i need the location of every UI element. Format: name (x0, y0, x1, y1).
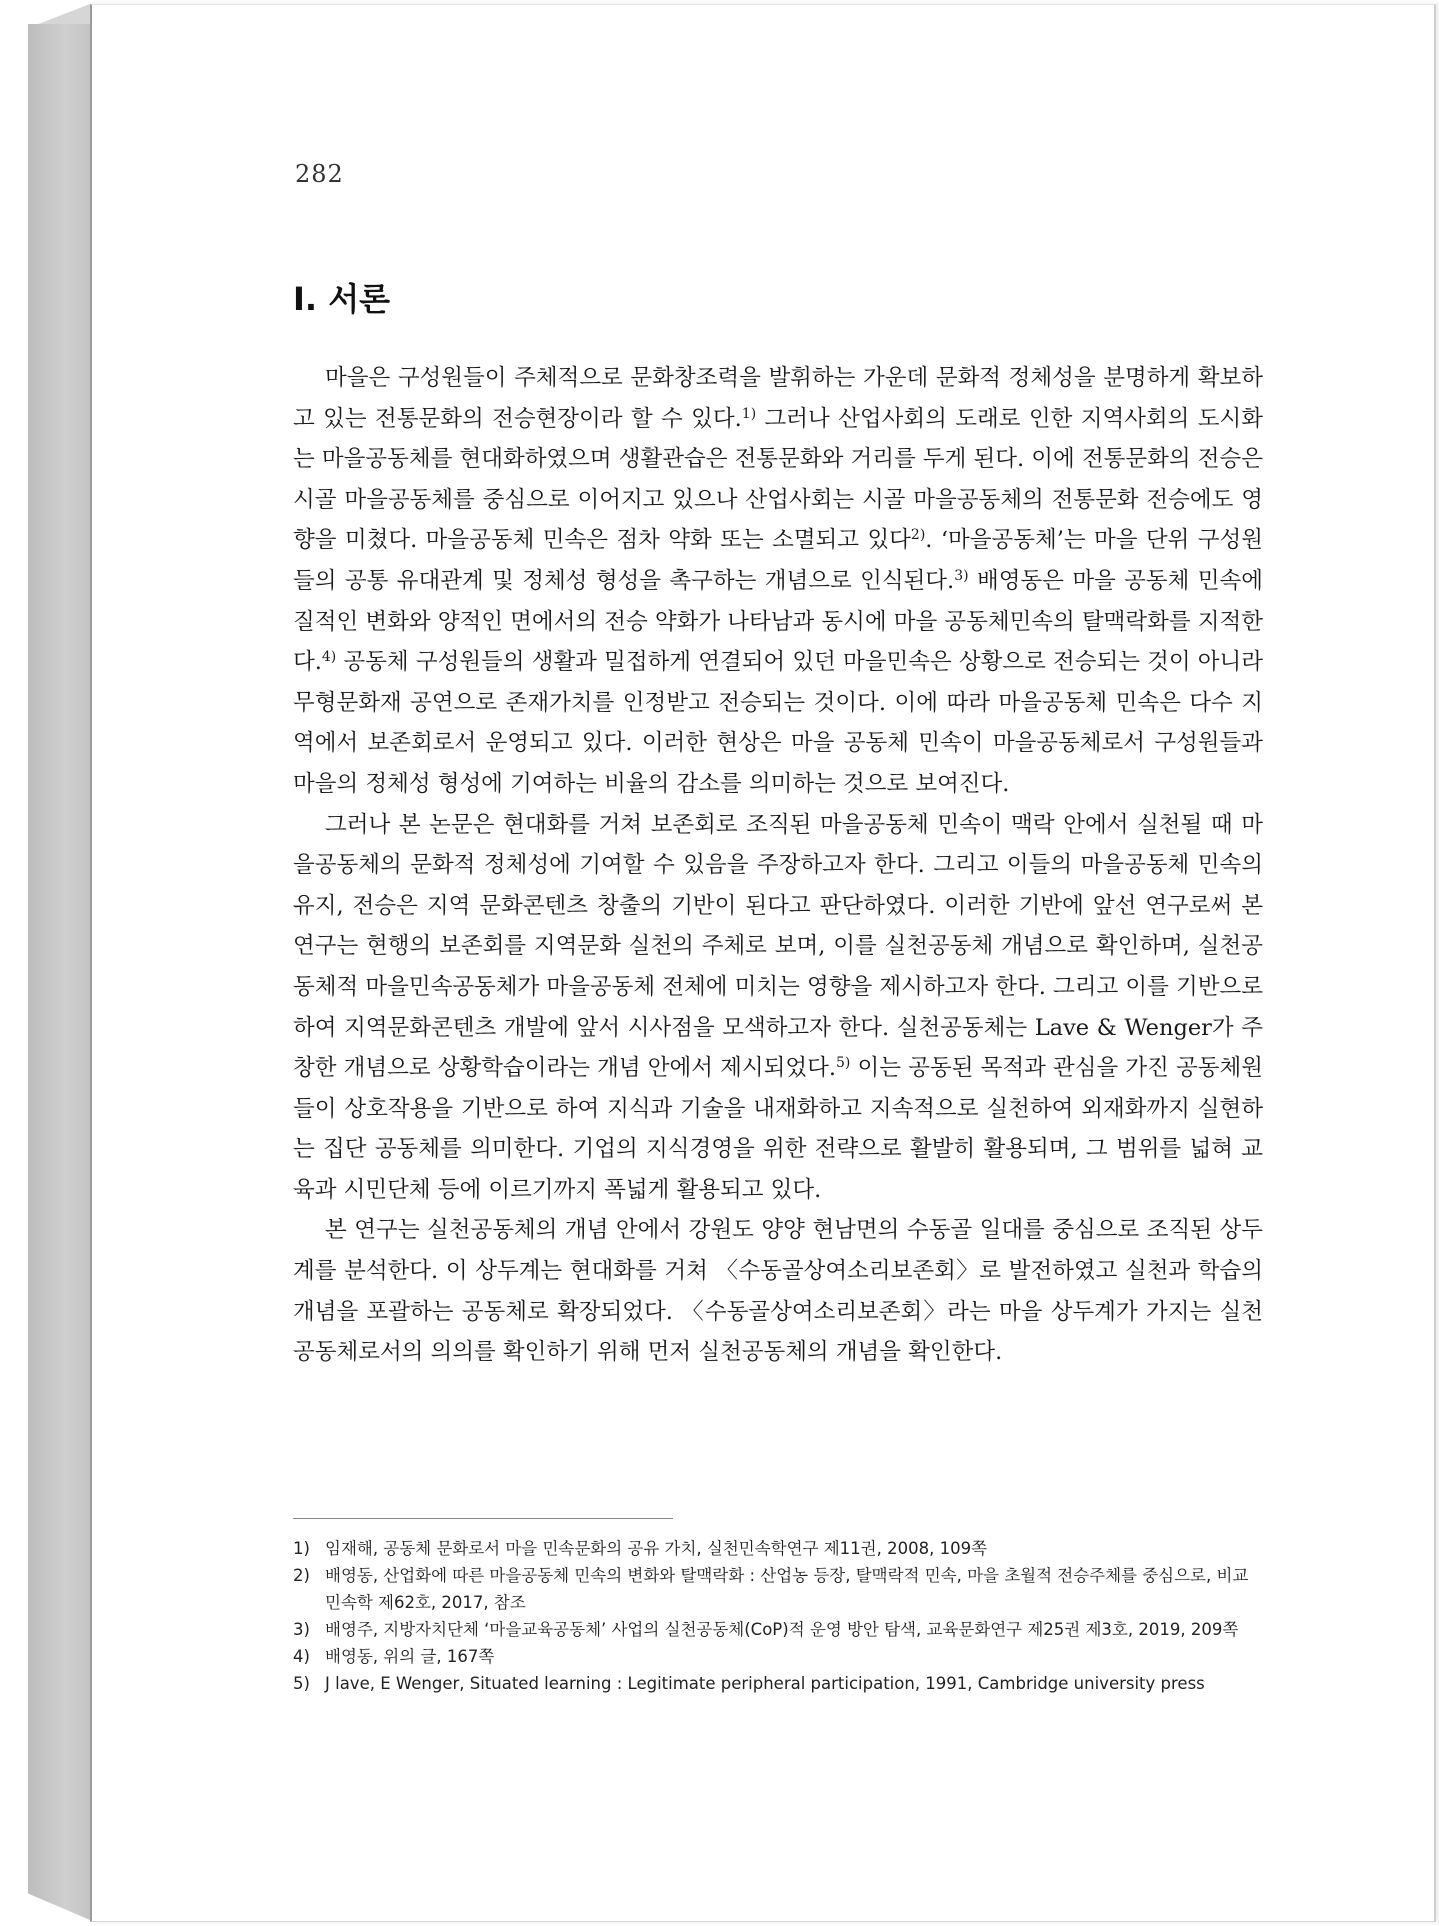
footnote-number: 2) (293, 1566, 310, 1585)
paragraph-text: 마을은 구성원들이 주체적으로 문화창조력을 발휘하는 가운데 문화적 정체성을 분명하게 확보하고 있는 전통문화의 전승현장이라 할 수 있다. (293, 365, 1263, 432)
footnote-text: 배영동, 위의 글, 167쪽 (325, 1647, 495, 1666)
footnote-text: 배영주, 지방자치단체 ‘마을교육공동체’ 사업의 실천공동체(CoP)적 운영 방안 탐색, 교육문화연구 제25권 제3호, 2019, 209쪽 (325, 1620, 1239, 1639)
footnote-divider (293, 1518, 673, 1519)
book-spine (28, 24, 90, 1920)
footnote-text: 배영동, 산업화에 따른 마을공동체 민속의 변화와 탈맥락화 : 산업농 등장, 탈맥락적 민속, 마을 초월적 전승주체를 중심으로, 비교민속학 제62호, 2017, 참조 (325, 1566, 1249, 1612)
paragraph-text: 배영동은 마을 공동체 민속에 질적인 변화와 양적인 면에서의 전승 약화가 나타남과 동시에 마을 공동체민속의 탈맥락화를 지적한다. (293, 567, 1263, 676)
paragraph-text: 그러나 본 논문은 현대화를 거쳐 보존회로 조직된 마을공동체 민속이 맥락 안에서 실천될 때 마을공동체의 문화적 정체성에 기여할 수 있음을 주장하고자 한다. 그리고 이들의 마을공동체 민속의 유지, 전승은 지역 문화콘텐츠 창출의 기반이 된다고 판단하였다. 이러한 기반에 앞선 연구로써 본 연구는 현행의 보존회를 지역문화 실천의 주체로 보며, 이를 실천공동체 개념으로 확인하며, 실천공동체적 마을민속공동체가 마을공동체 전체에 미치는 영향을 제시하고자 한다. 그리고 이를 기반으로 하여 지역문화콘텐츠 개발에 앞서 시사점을 모색하고자 한다. 실천공동체는 Lave & Wenger가 주창한 개념으로 상황학습이라는 개념 안에서 제시되었다. (293, 811, 1263, 1082)
footnote-number: 5) (293, 1674, 310, 1693)
footnote-text: J lave, E Wenger, Situated learning : Legitimate peripheral participation, 1991, Cambridge university press (325, 1674, 1205, 1693)
footnote-2 (293, 1562, 1263, 1616)
paragraph-2 (293, 805, 1263, 1211)
footnote-ref-5: 5) (836, 1055, 851, 1072)
footnote-number: 1) (293, 1539, 310, 1558)
paragraph-text: 그러나 산업사회의 도래로 인한 지역사회의 도시화는 마을공동체를 현대화하였으며 생활관습은 전통문화와 거리를 두게 된다. 이에 전통문화의 전승은 시골 마을공동체를 중심으로 이어지고 있으나 산업사회는 시골 마을공동체의 전통문화 전승에도 영향을 미쳤다. 마을공동체 민속은 점차 약화 또는 소멸되고 있다 (293, 405, 1263, 554)
paragraph-text: . ‘마을공동체’는 마을 단위 구성원들의 공통 유대관계 및 정체성 형성을 촉구하는 개념으로 인식된다. (293, 527, 1264, 594)
paragraph-text: 공동체 구성원들의 생활과 밀접하게 연결되어 있던 마을민속은 상황으로 전승되는 것이 아니라 무형문화재 공연으로 존재가치를 인정받고 전승되는 것이다. 이에 따라 마을공동체 민속은 다수 지역에서 보존회로서 운영되고 있다. 이러한 현상은 마을 공동체 민속이 마을공동체로서 구성원들과 마을의 정체성 형성에 기여하는 비율의 감소를 의미하는 것으로 보여진다. (293, 649, 1263, 797)
footnote-ref-1: 1) (741, 405, 757, 422)
footnote-3 (293, 1616, 1263, 1643)
paragraph-text: 이는 공동된 목적과 관심을 가진 공동체원들이 상호작용을 기반으로 하여 지식과 기술을 내재화하고 지속적으로 실천하여 외재화까지 실현하는 집단 공동체를 의미한다. 기업의 지식경영을 위한 전략으로 활발히 활용되며, 그 범위를 넓혀 교육과 시민단체 등에 이르기까지 폭넓게 활용되고 있다. (293, 1055, 1263, 1203)
footnote-1 (293, 1535, 1263, 1562)
paragraph-3 (293, 1210, 1263, 1372)
page-number: 282 (295, 160, 344, 188)
paragraph-1 (293, 358, 1263, 805)
footnote-text: 임재해, 공동체 문화로서 마을 민속문화의 공유 가치, 실천민속학연구 제11권, 2008, 109쪽 (325, 1539, 988, 1558)
footnote-ref-3: 3) (954, 567, 969, 584)
footnote-ref-2: 2) (910, 527, 926, 544)
section-title: Ⅰ. 서론 (293, 280, 391, 318)
body-text (293, 358, 1263, 1373)
footnote-5 (293, 1670, 1263, 1697)
footnote-number: 4) (293, 1647, 310, 1666)
footnotes (293, 1535, 1263, 1697)
footnote-ref-4: 4) (321, 649, 337, 666)
paragraph-text: 본 연구는 실천공동체의 개념 안에서 강원도 양양 현남면의 수동골 일대를 중심으로 조직된 상두계를 분석한다. 이 상두계는 현대화를 거쳐 〈수동골상여소리보존회〉로 발전하였고 실천과 학습의 개념을 포괄하는 공동체로 확장되었다. 〈수동골상여소리보존회〉라는 마을 상두계가 가지는 실천공동체로서의 의의를 확인하기 위해 먼저 실천공동체의 개념을 확인한다. (293, 1217, 1263, 1366)
footnote-4 (293, 1643, 1263, 1670)
footnote-number: 3) (293, 1620, 310, 1639)
